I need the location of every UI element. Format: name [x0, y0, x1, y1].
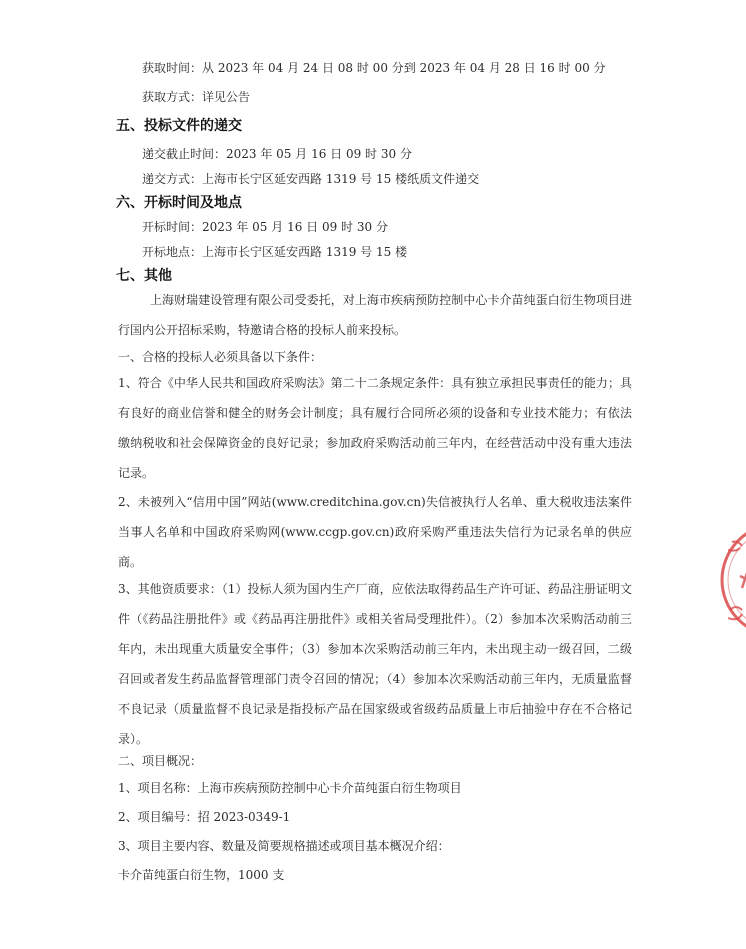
- official-seal-icon: [718, 520, 746, 640]
- requirement-2: 2、未被列入“信用中国”网站(www.creditchina.gov.cn)失信被执行人名单、重大税收违法案件当事人名单和中国政府采购网(www.ccgp.gov.cn)政府采购严重违法失信行为记录名单的供应商。: [118, 495, 632, 569]
- requirement-1: 1、符合《中华人民共和国政府采购法》第二十二条规定条件：具有独立承担民事责任的能力；具有良好的商业信誉和健全的财务会计制度；具有履行合同所必须的设备和专业技术能力；有依法缴纳税收和社会保障资金的良好记录；参加政府采购活动前三年内，在经营活动中没有重大违法记录。: [118, 376, 632, 480]
- opening-place: 开标地点：上海市长宁区延安西路 1319 号 15 楼: [142, 245, 408, 259]
- section-5-title: 五、投标文件的递交: [116, 118, 242, 134]
- acquire-method: 获取方式：详见公告: [142, 90, 251, 104]
- submit-method: 递交方式：上海市长宁区延安西路 1319 号 15 楼纸质文件递交: [142, 172, 480, 186]
- project-quantity: 卡介苗纯蛋白衍生物，1000 支: [118, 868, 285, 882]
- opening-time: 开标时间：2023 年 05 月 16 日 09 时 30 分: [142, 220, 388, 234]
- project-number: 2、项目编号：招 2023-0349-1: [118, 810, 291, 824]
- overview-heading: 二、项目概况：: [118, 754, 203, 768]
- submit-deadline: 递交截止时间：2023 年 05 月 16 日 09 时 30 分: [142, 147, 412, 161]
- section-7-title: 七、其他: [116, 268, 172, 284]
- intro-paragraph: 上海财瑞建设管理有限公司受委托，对上海市疾病预防控制中心卡介苗纯蛋白衍生物项目进行国内公开招标采购，特邀请合格的投标人前来投标。: [118, 293, 632, 337]
- project-content: 3、项目主要内容、数量及简要规格描述或项目基本概况介绍：: [118, 839, 450, 853]
- section-6-title: 六、开标时间及地点: [116, 195, 242, 211]
- project-name: 1、项目名称：上海市疾病预防控制中心卡介苗纯蛋白衍生物项目: [118, 781, 462, 795]
- acquire-time: 获取时间：从 2023 年 04 月 24 日 08 时 00 分到 2023 年 04 月 28 日 16 时 00 分: [142, 61, 606, 75]
- requirements-heading: 一、合格的投标人必须具备以下条件：: [118, 350, 323, 364]
- requirement-3: 3、其他资质要求：（1）投标人须为国内生产厂商，应依法取得药品生产许可证、药品注册证明文件（《药品注册批件》或《药品再注册批件》或相关省局受理批件）。（2）参加本次采购活动前三年内，未出现重大质量安全事件；（3）参加本次采购活动前三年内，未出现主动一级召回，二级召回或者发生药品监督管理部门责令召回的情况；（4）参加本次采购活动前三年内，无质量监督不良记录（质量监督不良记录是指投标产品在国家级或省级药品质量上市后抽验中存在不合格记录）。: [118, 582, 632, 746]
